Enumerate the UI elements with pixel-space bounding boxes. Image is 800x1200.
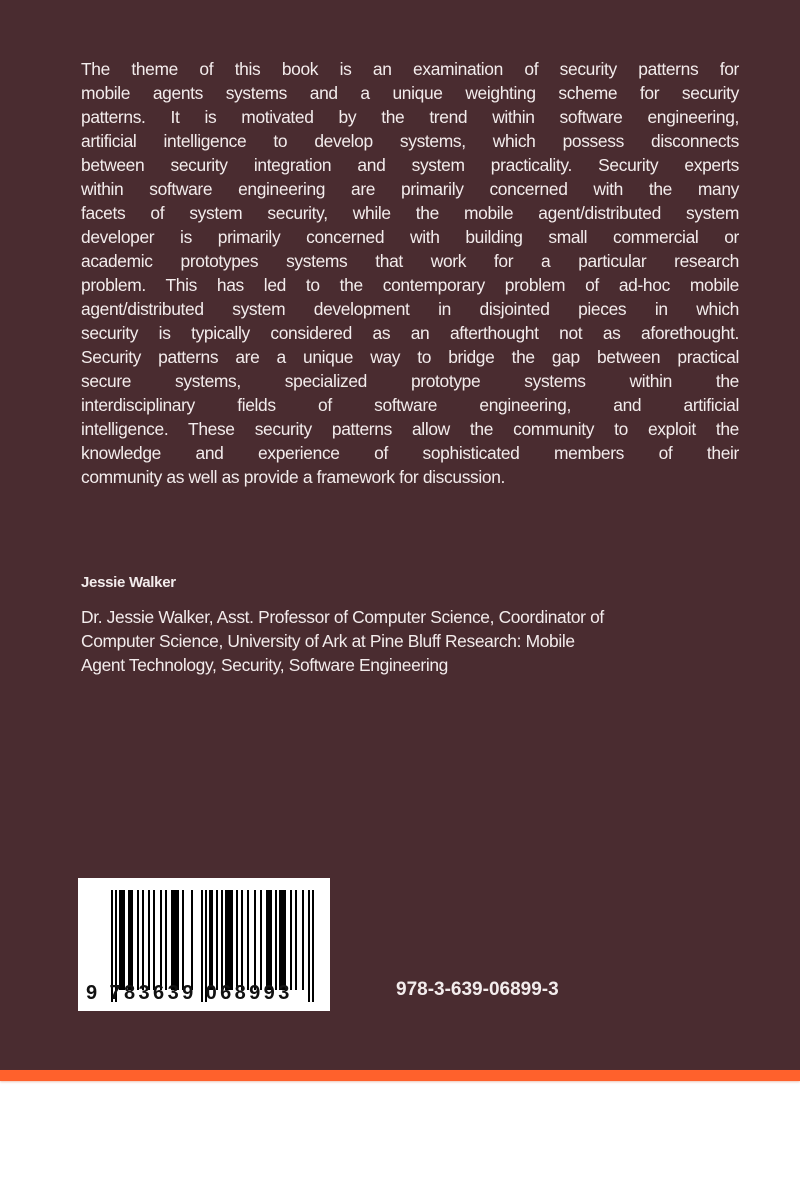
book-description [81,57,739,489]
description-line: agent/distributed system development in disjointed pieces in which [81,299,739,319]
description-line: problem. This has led to the contemporary problem of ad-hoc mobile [81,275,739,295]
description-line: academic prototypes systems that work for a particular research [81,251,739,271]
description-line: developer is primarily concerned with building small commercial or [81,227,739,247]
description-line: secure systems, specialized prototype systems within the [81,371,739,391]
isbn-number: 978-3-639-06899-3 [396,979,559,1000]
description-line: patterns. It is motivated by the trend within software engineering, [81,107,739,127]
description-line: facets of system security, while the mobile agent/distributed system [81,203,739,223]
description-line: community as well as provide a framework for discussion. [81,467,506,487]
barcode-digits: 9 783639 068993 [86,982,293,1004]
author-bio [81,605,781,677]
description-line: artificial intelligence to develop systems, which possess disconnects [81,131,739,151]
description-line: intelligence. These security patterns allow the community to exploit the [81,419,739,439]
description-line: interdisciplinary fields of software engineering, and artificial [81,395,739,415]
author-bio-line: Agent Technology, Security, Software Engineering [81,655,448,675]
description-line: between security integration and system practicality. Security experts [81,155,739,175]
author-bio-line: Computer Science, University of Ark at Pine Bluff Research: Mobile [81,631,575,651]
description-line: security is typically considered as an afterthought not as aforethought. [81,323,739,343]
description-line: The theme of this book is an examination of security patterns for [81,59,739,79]
description-line: Security patterns are a unique way to bridge the gap between practical [81,347,739,367]
barcode [78,878,330,1011]
description-line: within software engineering are primarily concerned with the many [81,179,739,199]
description-line: mobile agents systems and a unique weighting scheme for security [81,83,739,103]
accent-stripe [0,1070,800,1081]
author-bio-line: Dr. Jessie Walker, Asst. Professor of Computer Science, Coordinator of [81,607,604,627]
description-line: knowledge and experience of sophisticated members of their [81,443,739,463]
author-name: Jessie Walker [81,574,176,591]
